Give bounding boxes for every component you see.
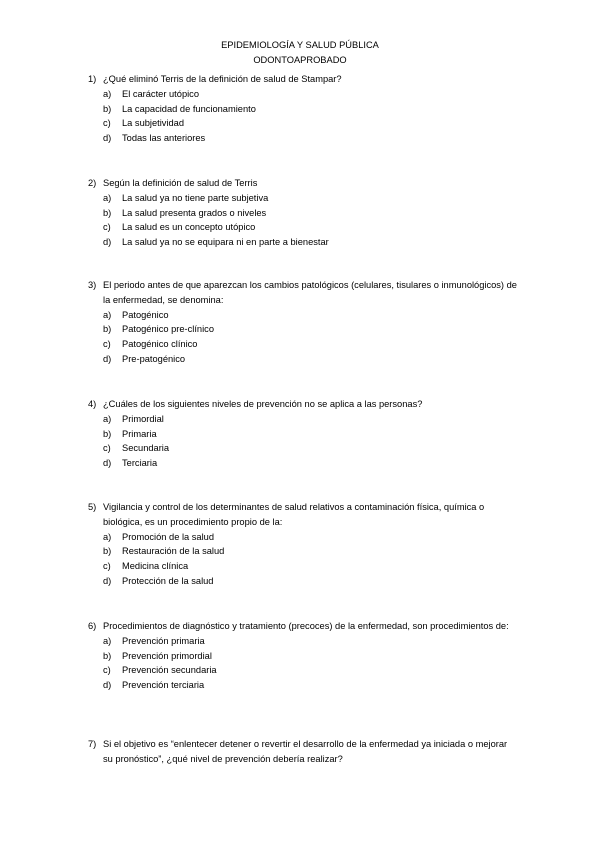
question-text: ¿Cuáles de los siguientes niveles de prevención no se aplica a las personas? <box>103 399 423 409</box>
option-letter: d) <box>103 575 112 586</box>
option-a <box>103 191 518 206</box>
question-2 <box>88 176 518 250</box>
question-text: El periodo antes de que aparezcan los cambios patológicos (celulares, tisulares o inmunológicos) de la enfermedad, se denomina: <box>103 280 517 305</box>
option-text: Prevención primaria <box>122 635 205 646</box>
option-letter: d) <box>103 680 112 691</box>
question-number: 3) <box>88 280 97 290</box>
option-d <box>103 678 518 693</box>
option-text: La salud es un concepto utópico <box>122 222 256 233</box>
option-letter: b) <box>103 324 112 335</box>
option-text: Patogénico pre-clínico <box>122 324 214 335</box>
option-letter: c) <box>103 118 111 129</box>
option-text: Promoción de la salud <box>122 531 214 542</box>
option-letter: a) <box>103 192 112 203</box>
document-subtitle: ODONTOAPROBADO <box>253 55 347 65</box>
option-b <box>103 102 518 117</box>
question-text: Según la definición de salud de Terris <box>103 178 258 188</box>
option-letter: d) <box>103 353 112 364</box>
option-letter: a) <box>103 309 112 320</box>
option-d <box>103 235 518 250</box>
option-c <box>103 441 518 456</box>
option-a <box>103 530 518 545</box>
question-text: Si el objetivo es “enlentecer detener o revertir el desarrollo de la enfermedad ya iniciada o mejorar su pronóstico”, ¿qué nivel de prevención debería realizar? <box>103 739 508 764</box>
option-letter: a) <box>103 88 112 99</box>
option-letter: d) <box>103 237 112 248</box>
question-7 <box>88 737 518 767</box>
option-text: Terciaria <box>122 458 158 469</box>
option-letter: b) <box>103 650 112 661</box>
option-a <box>103 87 518 102</box>
option-letter: c) <box>103 222 111 233</box>
option-letter: b) <box>103 207 112 218</box>
option-b <box>103 322 518 337</box>
option-c <box>103 116 518 131</box>
option-text: El carácter utópico <box>122 88 199 99</box>
option-text: La subjetividad <box>122 118 185 129</box>
question-number: 7) <box>88 739 97 749</box>
question-number: 2) <box>88 178 97 188</box>
option-a <box>103 634 518 649</box>
option-b <box>103 544 518 559</box>
option-letter: d) <box>103 458 112 469</box>
option-d <box>103 131 518 146</box>
option-letter: d) <box>103 133 112 144</box>
option-letter: c) <box>103 339 111 350</box>
option-letter: a) <box>103 635 112 646</box>
option-text: Todas las anteriores <box>122 133 206 144</box>
option-d <box>103 456 518 471</box>
option-c <box>103 559 518 574</box>
option-letter: b) <box>103 546 112 557</box>
option-c <box>103 337 518 352</box>
option-text: Secundaria <box>122 443 170 454</box>
question-number: 1) <box>88 74 97 84</box>
option-letter: c) <box>103 665 111 676</box>
question-1 <box>88 72 518 146</box>
question-6 <box>88 619 518 693</box>
option-text: La salud presenta grados o niveles <box>122 207 267 218</box>
option-d <box>103 574 518 589</box>
question-text: Procedimientos de diagnóstico y tratamiento (precoces) de la enfermedad, son procedimientos de: <box>103 621 509 631</box>
option-d <box>103 352 518 367</box>
option-letter: b) <box>103 428 112 439</box>
option-b <box>103 649 518 664</box>
option-text: Prevención primordial <box>122 650 212 661</box>
option-text: La salud ya no se equipara ni en parte a bienestar <box>122 237 329 248</box>
option-text: Primaria <box>122 428 157 439</box>
question-number: 6) <box>88 621 97 631</box>
option-text: Protección de la salud <box>122 575 214 586</box>
option-letter: c) <box>103 561 111 572</box>
option-letter: a) <box>103 413 112 424</box>
document-title: EPIDEMIOLOGÍA Y SALUD PÚBLICA <box>221 40 379 50</box>
option-letter: a) <box>103 531 112 542</box>
option-c <box>103 663 518 678</box>
option-b <box>103 206 518 221</box>
option-text: Restauración de la salud <box>122 546 225 557</box>
option-c <box>103 220 518 235</box>
option-text: Prevención terciaria <box>122 680 205 691</box>
question-4 <box>88 397 518 471</box>
question-number: 4) <box>88 399 97 409</box>
option-text: Patogénico <box>122 309 169 320</box>
option-text: La salud ya no tiene parte subjetiva <box>122 192 269 203</box>
option-text: Primordial <box>122 413 164 424</box>
question-5 <box>88 500 518 589</box>
option-letter: b) <box>103 103 112 114</box>
question-3 <box>88 278 518 367</box>
option-text: Patogénico clínico <box>122 339 198 350</box>
option-text: La capacidad de funcionamiento <box>122 103 256 114</box>
question-text: Vigilancia y control de los determinantes de salud relativos a contaminación física, química o biológica, es un procedimiento propio de la: <box>103 502 485 527</box>
option-text: Prevención secundaria <box>122 665 217 676</box>
option-a <box>103 412 518 427</box>
option-a <box>103 308 518 323</box>
option-text: Medicina clínica <box>122 561 189 572</box>
question-number: 5) <box>88 502 97 512</box>
option-b <box>103 427 518 442</box>
option-letter: c) <box>103 443 111 454</box>
question-text: ¿Qué eliminó Terris de la definición de salud de Stampar? <box>103 74 342 84</box>
option-text: Pre-patogénico <box>122 353 186 364</box>
